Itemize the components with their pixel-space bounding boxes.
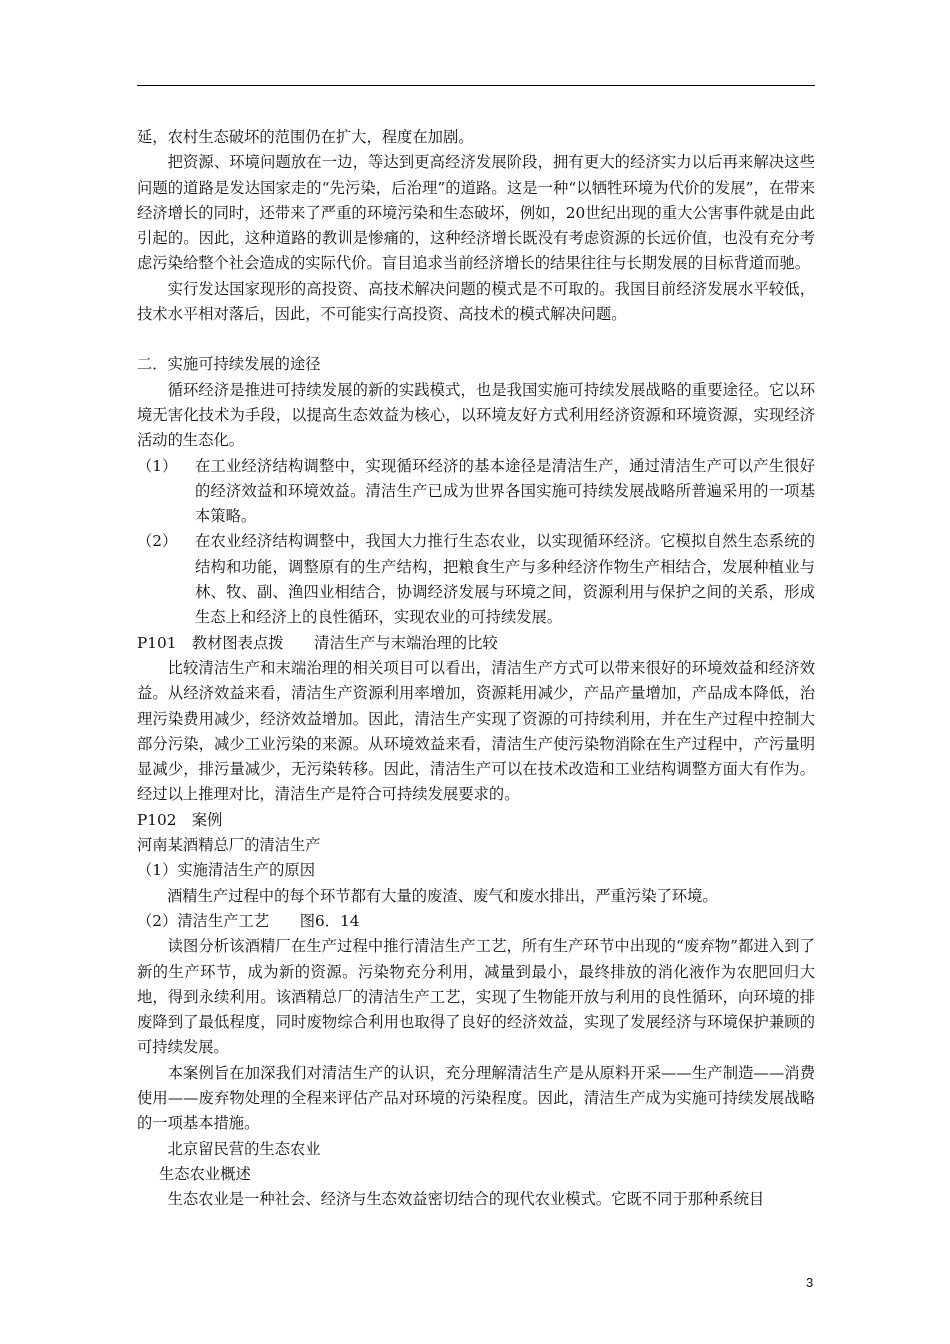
paragraph: 比较清洁生产和末端治理的相关项目可以看出，清洁生产方式可以带来很好的环境效益和经济效益。从经济效益来看，清洁生产资源利用率增加，资源耗用减少，产品产量增加，产品成本降低，治理污染费用减少，经济效益增加。因此，清洁生产实现了资源的可持续利用，并在生产过程中控制大部分污染，减少工业污染的来源。从环境效益来看，清洁生产使污染物消除在生产过程中，产污量明显减少，排污量减少，无污染转移。因此，清洁生产可以在技术改造和工业结构调整方面大有作为。经过以上推理对比，清洁生产是符合可持续发展要求的。: [137, 658, 815, 804]
subheading-p102: P102 案例: [137, 810, 223, 829]
list-item-text: 在农业经济结构调整中，我国大力推行生态农业，以实现循环经济。它模拟自然生态系统的结构和功能，调整原有的生产结构，把粮食生产与多种经济作物生产相结合，发展种植业与林、牧、副、渔四业相结合，协调经济发展与环境之间，资源利用与保护之间的关系，形成生态上和经济上的良性循环，实现农业的可持续发展。: [195, 532, 815, 627]
paragraph: 酒精生产过程中的每个环节都有大量的废渣、废气和废水排出，严重污染了环境。: [167, 886, 718, 905]
paragraph: 实行发达国家现形的高投资、高技术解决问题的模式是不可取的。我国目前经济发展水平较低，技术水平相对落后，因此，不可能实行高投资、高技术的模式解决问题。: [137, 279, 815, 324]
paragraph: 延，农村生态破坏的范围仍在扩大，程度在加剧。: [137, 128, 474, 146]
case-subheading: 生态农业概述: [159, 1164, 251, 1183]
paragraph: 循环经济是推进可持续发展的新的实践模式，也是我国实施可持续发展战略的重要途径。它以环境无害化技术为手段，以提高生态效益为核心，以环境友好方式利用经济资源和环境资源，实现经济活动的生态化。: [137, 380, 815, 450]
paragraph: 本案例旨在加深我们对清洁生产的认识，充分理解清洁生产是从原料开采——生产制造——消费使用——废弃物处理的全程来评估产品对环境的污染程度。因此，清洁生产成为实施可持续发展战略的一项基本措施。: [137, 1063, 815, 1133]
list-item: [137, 454, 815, 530]
list-item: [137, 529, 815, 630]
header-rule: [137, 85, 815, 86]
section-heading: 二．实施可持续发展的途径: [137, 355, 321, 374]
paragraph: 读图分析该酒精厂在生产过程中推行清洁生产工艺，所有生产环节中出现的“废弃物”都进入到了新的生产环节，成为新的资源。污染物充分利用，减量到最小，最终排放的消化液作为农肥回归大地，得到永续利用。该酒精总厂的清洁生产工艺，实现了生物能开放与利用的良性循环，向环境的排废降到了最低程度，同时废物综合利用也取得了良好的经济效益，实现了发展经济与环境保护兼顾的可持续发展。: [137, 937, 815, 1057]
case-title: 河南某酒精总厂的清洁生产: [137, 836, 321, 855]
case-subheading: （2）清洁生产工艺 图6．14: [137, 911, 360, 930]
case-subheading: （1）实施清洁生产的原因: [137, 861, 315, 880]
list-item-text: 在工业经济结构调整中，实现循环经济的基本途径是清洁生产，通过清洁生产可以产生很好的经济效益和环境效益。清洁生产已成为世界各国实施可持续发展战略所普遍采用的一项基本策略。: [195, 456, 815, 526]
paragraph: 生态农业是一种社会、经济与生态效益密切结合的现代农业模式。它既不同于那种系统目: [167, 1190, 765, 1209]
subheading-p101: P101 教材图表点拨 清洁生产与末端治理的比较: [137, 633, 498, 652]
spacer: [137, 327, 815, 352]
paragraph: 把资源、环境问题放在一边，等达到更高经济发展阶段，拥有更大的经济实力以后再来解决这些问题的道路是发达国家走的“先污染，后治理”的道路。这是一种“以牺牲环境为代价的发展”，在带来经济增长的同时，还带来了严重的环境污染和生态破坏，例如，20世纪出现的重大公害事件就是由此引起的。因此，这种道路的教训是惨痛的，这种经济增长既没有考虑资源的长远价值，也没有充分考虑污染给整个社会造成的实际代价。盲目追求当前经济增长的结果往往与长期发展的目标背道而驰。: [137, 153, 815, 273]
case-title: 北京留民营的生态农业: [167, 1139, 321, 1158]
list-item-number: （1）: [137, 456, 178, 475]
body-text: [137, 125, 815, 1212]
page-number: 3: [806, 1275, 814, 1290]
list-item-number: （2）: [137, 532, 178, 551]
